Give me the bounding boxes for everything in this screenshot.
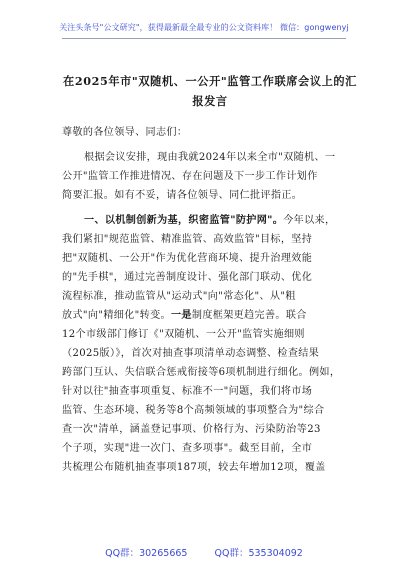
intro-line-3: 简要汇报。如有不妥，请各位领导、同仁批评指正。 [62, 190, 303, 201]
header-divider [62, 38, 346, 39]
page-footer [0, 545, 408, 559]
section1-line-8: （2025版）》，首次对抽查事项清单动态调整、检查结果 [62, 348, 320, 359]
section1-line-7: 12个市级部门修订《"双随机、一公开"监管实施细则 [62, 329, 305, 340]
section1-line-13: 个子项，实现"进一次门、查多项事"。截至目前，全市 [62, 443, 313, 454]
section1-line-12: 查一次"清单，涵盖登记事项、价格行为、污染防治等23 [62, 424, 321, 435]
section1-line-5: 流程标准，推动监管从"运动式"向"常态化"、从"粗 [62, 291, 296, 302]
section1-line-6 [62, 306, 350, 321]
section1-line-11: 监管、生态环境、税务等8个高频领域的事项整合为"综合 [62, 405, 325, 416]
document-title-line1: 在2025年市"双随机、一公开"监管工作联席会议上的汇 [63, 74, 357, 88]
intro-line-1: 根据会议安排，现由我就2024年以来全市"双随机、一 [84, 152, 336, 163]
salutation: 尊敬的各位领导、同志们： [62, 127, 188, 138]
intro-line-2: 公开"监管工作推进情况、存在问题及下一步工作计划作 [62, 171, 318, 182]
section1-first-line [84, 211, 350, 226]
section1-line6-post: 联合 [285, 310, 307, 321]
point-one-marker: 一是 [170, 310, 192, 321]
footer-qq-group-1: QQ群：30265665 [105, 548, 188, 559]
footer-qq-group-2: QQ群：535304092 [214, 548, 303, 559]
section1-line-4: 的"先手棋"，通过完善制度设计、强化部门联动、优化 [62, 272, 313, 283]
section1-line-10: 针对以往"抽查事项重复、标准不一"问题，我们将市场 [62, 386, 313, 397]
section1-line-3: 把"双随机、一公开"作为优化营商环境、提升治理效能 [62, 253, 313, 264]
section1-heading-tail: 今年以来， [283, 215, 336, 226]
point-one-heading: 制度框架更趋完善。 [191, 310, 286, 321]
page-header-promo: 关注头条号"公文研究"，获得最新最全最专业的公文资料库！ 微信：gongwenyj [59, 23, 349, 32]
section1-line-9: 跨部门互认、失信联合惩戒衔接等6项机制进行细化。例如， [62, 367, 341, 378]
document-title-line2: 报发言 [192, 94, 228, 108]
section1-line-2: 我们紧扣"规范监管、精准监管、高效监管"目标，坚持 [62, 234, 313, 245]
section1-line-14: 共梳理公布随机抽查事项187项，较去年增加12项，覆盖 [62, 462, 326, 473]
section1-heading: 一、以机制创新为基，织密监管"防护网"。 [84, 215, 284, 226]
section1-line6-pre: 放式"向"精细化"转变。 [62, 310, 171, 321]
